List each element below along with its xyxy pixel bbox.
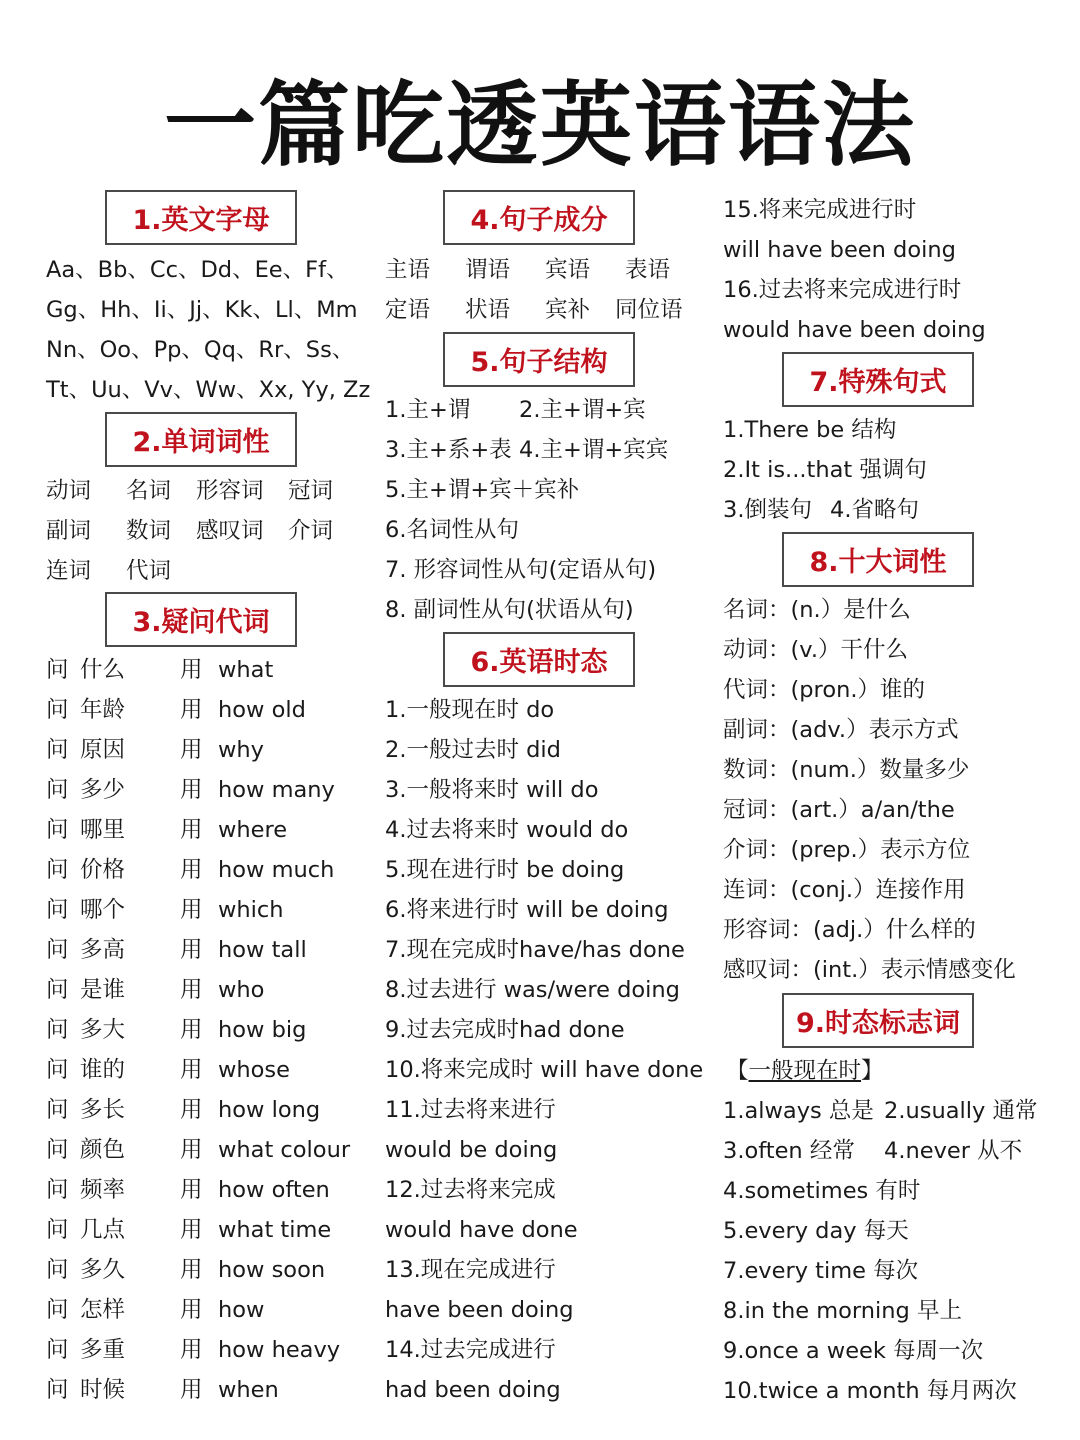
question-word-row xyxy=(46,1335,366,1365)
question-word-row xyxy=(46,695,366,725)
element-cell: 状语 xyxy=(465,297,511,323)
tense-line: 5.现在进行时 be doing xyxy=(385,857,625,883)
ask-label: 问 xyxy=(46,1177,69,1203)
alphabet-line: Nn、Oo、Pp、Qq、Rr、Ss、 xyxy=(46,337,355,363)
question-word: how long xyxy=(218,1097,321,1123)
question-meaning: 多大 xyxy=(80,1017,126,1043)
use-label: 用 xyxy=(180,1217,203,1243)
tense-marker-line: 7.every time 每次 xyxy=(723,1258,919,1284)
use-label: 用 xyxy=(180,1017,203,1043)
pos-cell: 代词 xyxy=(126,558,172,584)
tense-line: 6.将来进行时 will be doing xyxy=(385,897,669,923)
question-word: what time xyxy=(218,1217,332,1243)
element-cell: 定语 xyxy=(385,297,431,323)
tense-marker-line: 4.sometimes 有时 xyxy=(723,1178,921,1204)
question-word: how much xyxy=(218,857,335,883)
use-label: 用 xyxy=(180,1257,203,1283)
ask-label: 问 xyxy=(46,777,69,803)
element-cell: 宾语 xyxy=(545,257,591,283)
tense-line: 3.一般将来时 will do xyxy=(385,777,599,803)
pos-definition-line: 连词：(conj.）连接作用 xyxy=(723,877,966,903)
pos-definition-line: 形容词：(adj.）什么样的 xyxy=(723,917,976,943)
tense-marker-row xyxy=(723,1096,1063,1126)
ask-label: 问 xyxy=(46,1217,69,1243)
question-word: why xyxy=(218,737,264,763)
tense-line: 4.过去将来时 would do xyxy=(385,817,629,843)
tense-marker-line: 9.once a week 每周一次 xyxy=(723,1338,984,1364)
question-meaning: 是谁 xyxy=(80,977,126,1003)
pos-definition-line: 动词：(v.）干什么 xyxy=(723,637,908,663)
alphabet-line: Tt、Uu、Vv、Ww、Xx, Yy, Zz xyxy=(46,377,371,403)
structure-cell: 2.主+谓+宾 xyxy=(519,397,646,423)
question-meaning: 几点 xyxy=(80,1217,126,1243)
element-cell: 宾补 xyxy=(545,297,591,323)
pos-definition-line: 数词：(num.）数量多少 xyxy=(723,757,970,783)
pos-definition-line: 名词：(n.）是什么 xyxy=(723,597,911,623)
question-word-row xyxy=(46,1175,366,1205)
question-meaning: 哪里 xyxy=(80,817,126,843)
ask-label: 问 xyxy=(46,1057,69,1083)
bracket-open: 【 xyxy=(726,1058,749,1084)
question-word-row xyxy=(46,1015,366,1045)
ask-label: 问 xyxy=(46,977,69,1003)
use-label: 用 xyxy=(180,1297,203,1323)
part-of-speech-row xyxy=(46,476,366,506)
sentence-structure-line: 5.主+谓+宾＋宾补 xyxy=(385,477,580,503)
ask-label: 问 xyxy=(46,657,69,683)
pos-cell: 形容词 xyxy=(196,478,264,504)
pos-cell: 介词 xyxy=(288,518,334,544)
use-label: 用 xyxy=(180,857,203,883)
sentence-element-row xyxy=(385,255,715,285)
pos-cell: 冠词 xyxy=(288,478,334,504)
ask-label: 问 xyxy=(46,697,69,723)
page-title: 一篇吃透英语语法 xyxy=(163,72,916,179)
ask-label: 问 xyxy=(46,1337,69,1363)
tense-line: have been doing xyxy=(385,1297,574,1323)
question-word-row xyxy=(46,1215,366,1245)
section-5-heading: 5.句子结构 xyxy=(443,332,635,387)
pos-definition-line: 冠词：(art.）a/an/the xyxy=(723,797,955,823)
question-word: which xyxy=(218,897,284,923)
question-word-row xyxy=(46,1255,366,1285)
pos-cell: 名词 xyxy=(126,478,172,504)
tense-marker-row xyxy=(723,1136,1063,1166)
ask-label: 问 xyxy=(46,857,69,883)
pos-definition-line: 介词：(prep.）表示方位 xyxy=(723,837,971,863)
question-word-row xyxy=(46,1055,366,1085)
section-1-heading: 1.英文字母 xyxy=(105,190,297,245)
tense-marker-line: 8.in the morning 早上 xyxy=(723,1298,962,1324)
question-word: how old xyxy=(218,697,306,723)
question-meaning: 多久 xyxy=(80,1257,126,1283)
question-word: what xyxy=(218,657,274,683)
pos-definition-line: 副词：(adv.）表示方式 xyxy=(723,717,959,743)
section-3-heading: 3.疑问代词 xyxy=(105,592,297,647)
ask-label: 问 xyxy=(46,1097,69,1123)
tense-marker-line: 5.every day 每天 xyxy=(723,1218,909,1244)
tense-line: 13.现在完成进行 xyxy=(385,1257,556,1283)
pos-cell: 感叹词 xyxy=(196,518,264,544)
tense-line: 15.将来完成进行时 xyxy=(723,197,917,223)
question-word: how many xyxy=(218,777,335,803)
question-word-row xyxy=(46,975,366,1005)
question-word-row xyxy=(46,935,366,965)
pos-cell: 动词 xyxy=(46,478,92,504)
use-label: 用 xyxy=(180,737,203,763)
use-label: 用 xyxy=(180,1097,203,1123)
use-label: 用 xyxy=(180,657,203,683)
use-label: 用 xyxy=(180,1137,203,1163)
question-word: when xyxy=(218,1377,279,1403)
tense-line: 16.过去将来完成进行时 xyxy=(723,277,962,303)
question-word: how tall xyxy=(218,937,307,963)
tense-marker-subheading xyxy=(726,1056,884,1086)
tense-line: had been doing xyxy=(385,1377,561,1403)
tense-marker-cell: 1.always 总是 xyxy=(723,1098,874,1124)
use-label: 用 xyxy=(180,1337,203,1363)
question-word-row xyxy=(46,1375,366,1405)
tense-line: 1.一般现在时 do xyxy=(385,697,555,723)
tense-line: 14.过去完成进行 xyxy=(385,1337,556,1363)
subheading-text: 一般现在时 xyxy=(748,1058,862,1084)
tense-marker-cell: 4.never 从不 xyxy=(884,1138,1023,1164)
tense-line: 11.过去将来进行 xyxy=(385,1097,556,1123)
tense-line: would have done xyxy=(385,1217,578,1243)
use-label: 用 xyxy=(180,1057,203,1083)
pos-definition-line: 感叹词：(int.）表示情感变化 xyxy=(723,957,1016,983)
pos-cell: 连词 xyxy=(46,558,92,584)
question-meaning: 谁的 xyxy=(80,1057,126,1083)
alphabet-line: Aa、Bb、Cc、Dd、Ee、Ff、 xyxy=(46,257,349,283)
sentence-element-row xyxy=(385,295,715,325)
question-word: what colour xyxy=(218,1137,351,1163)
question-word-row xyxy=(46,1295,366,1325)
ask-label: 问 xyxy=(46,937,69,963)
question-word: how often xyxy=(218,1177,330,1203)
tense-line: 9.过去完成时had done xyxy=(385,1017,625,1043)
question-word-row xyxy=(46,775,366,805)
question-meaning: 颜色 xyxy=(80,1137,126,1163)
part-of-speech-row xyxy=(46,516,366,546)
question-meaning: 怎样 xyxy=(80,1297,126,1323)
element-cell: 谓语 xyxy=(465,257,511,283)
use-label: 用 xyxy=(180,1377,203,1403)
use-label: 用 xyxy=(180,697,203,723)
tense-line: would be doing xyxy=(385,1137,558,1163)
question-word: how xyxy=(218,1297,265,1323)
use-label: 用 xyxy=(180,777,203,803)
use-label: 用 xyxy=(180,937,203,963)
question-meaning: 原因 xyxy=(80,737,126,763)
pos-cell: 副词 xyxy=(46,518,92,544)
question-word-row xyxy=(46,815,366,845)
ask-label: 问 xyxy=(46,897,69,923)
alphabet-line: Gg、Hh、Ii、Jj、Kk、Ll、Mm xyxy=(46,297,358,323)
question-word: how heavy xyxy=(218,1337,341,1363)
sentence-structure-line: 8. 副词性从句(状语从句) xyxy=(385,597,634,623)
structure-cell: 1.主+谓 xyxy=(385,397,471,423)
question-word: where xyxy=(218,817,288,843)
question-meaning: 哪个 xyxy=(80,897,126,923)
question-word: how big xyxy=(218,1017,307,1043)
question-meaning: 什么 xyxy=(80,657,126,683)
question-word-row xyxy=(46,1095,366,1125)
element-cell: 表语 xyxy=(625,257,671,283)
structure-cell: 3.主+系+表 xyxy=(385,437,512,463)
sentence-structure-row xyxy=(385,395,715,425)
use-label: 用 xyxy=(180,977,203,1003)
question-meaning: 多重 xyxy=(80,1337,126,1363)
question-meaning: 频率 xyxy=(80,1177,126,1203)
section-6-heading: 6.英语时态 xyxy=(443,632,635,687)
ask-label: 问 xyxy=(46,1257,69,1283)
question-word: how soon xyxy=(218,1257,326,1283)
question-word: whose xyxy=(218,1057,290,1083)
part-of-speech-row xyxy=(46,556,366,586)
use-label: 用 xyxy=(180,1177,203,1203)
use-label: 用 xyxy=(180,817,203,843)
tense-line: 8.过去进行 was/were doing xyxy=(385,977,680,1003)
tense-line: 2.一般过去时 did xyxy=(385,737,561,763)
special-sentence-line: 2.It is...that 强调句 xyxy=(723,457,927,483)
bracket-close: 】 xyxy=(861,1058,884,1084)
question-word-row xyxy=(46,895,366,925)
special-sentence-line: 1.There be 结构 xyxy=(723,417,897,443)
tense-line: 7.现在完成时have/has done xyxy=(385,937,685,963)
special-sentence-row xyxy=(723,495,1043,525)
structure-cell: 4.主+谓+宾宾 xyxy=(519,437,669,463)
question-word-row xyxy=(46,855,366,885)
tense-marker-cell: 2.usually 通常 xyxy=(884,1098,1038,1124)
sentence-structure-line: 6.名词性从句 xyxy=(385,517,519,543)
question-meaning: 多高 xyxy=(80,937,126,963)
ask-label: 问 xyxy=(46,817,69,843)
question-meaning: 价格 xyxy=(80,857,126,883)
sentence-structure-line: 7. 形容词性从句(定语从句) xyxy=(385,557,657,583)
tense-marker-cell: 3.often 经常 xyxy=(723,1138,855,1164)
question-meaning: 年龄 xyxy=(80,697,126,723)
tense-line: would have been doing xyxy=(723,317,986,343)
ask-label: 问 xyxy=(46,737,69,763)
section-2-heading: 2.单词词性 xyxy=(105,412,297,467)
question-meaning: 时候 xyxy=(80,1377,126,1403)
pos-definition-line: 代词：(pron.）谁的 xyxy=(723,677,925,703)
ask-label: 问 xyxy=(46,1137,69,1163)
section-7-heading: 7.特殊句式 xyxy=(782,352,974,407)
tense-line: 10.将来完成时 will have done xyxy=(385,1057,704,1083)
section-9-heading: 9.时态标志词 xyxy=(782,993,974,1048)
question-word-row xyxy=(46,735,366,765)
ask-label: 问 xyxy=(46,1017,69,1043)
ask-label: 问 xyxy=(46,1297,69,1323)
tense-line: 12.过去将来完成 xyxy=(385,1177,556,1203)
special-sentence-cell: 3.倒装句 xyxy=(723,497,812,523)
section-4-heading: 4.句子成分 xyxy=(443,190,635,245)
question-word: who xyxy=(218,977,265,1003)
question-word-row xyxy=(46,1135,366,1165)
element-cell: 同位语 xyxy=(615,297,683,323)
tense-marker-line: 10.twice a month 每月两次 xyxy=(723,1378,1017,1404)
ask-label: 问 xyxy=(46,1377,69,1403)
question-meaning: 多少 xyxy=(80,777,126,803)
special-sentence-cell: 4.省略句 xyxy=(830,497,919,523)
tense-line: will have been doing xyxy=(723,237,956,263)
sentence-structure-row xyxy=(385,435,715,465)
pos-cell: 数词 xyxy=(126,518,172,544)
question-meaning: 多长 xyxy=(80,1097,126,1123)
use-label: 用 xyxy=(180,897,203,923)
section-8-heading: 8.十大词性 xyxy=(782,532,974,587)
element-cell: 主语 xyxy=(385,257,431,283)
question-word-row xyxy=(46,655,366,685)
